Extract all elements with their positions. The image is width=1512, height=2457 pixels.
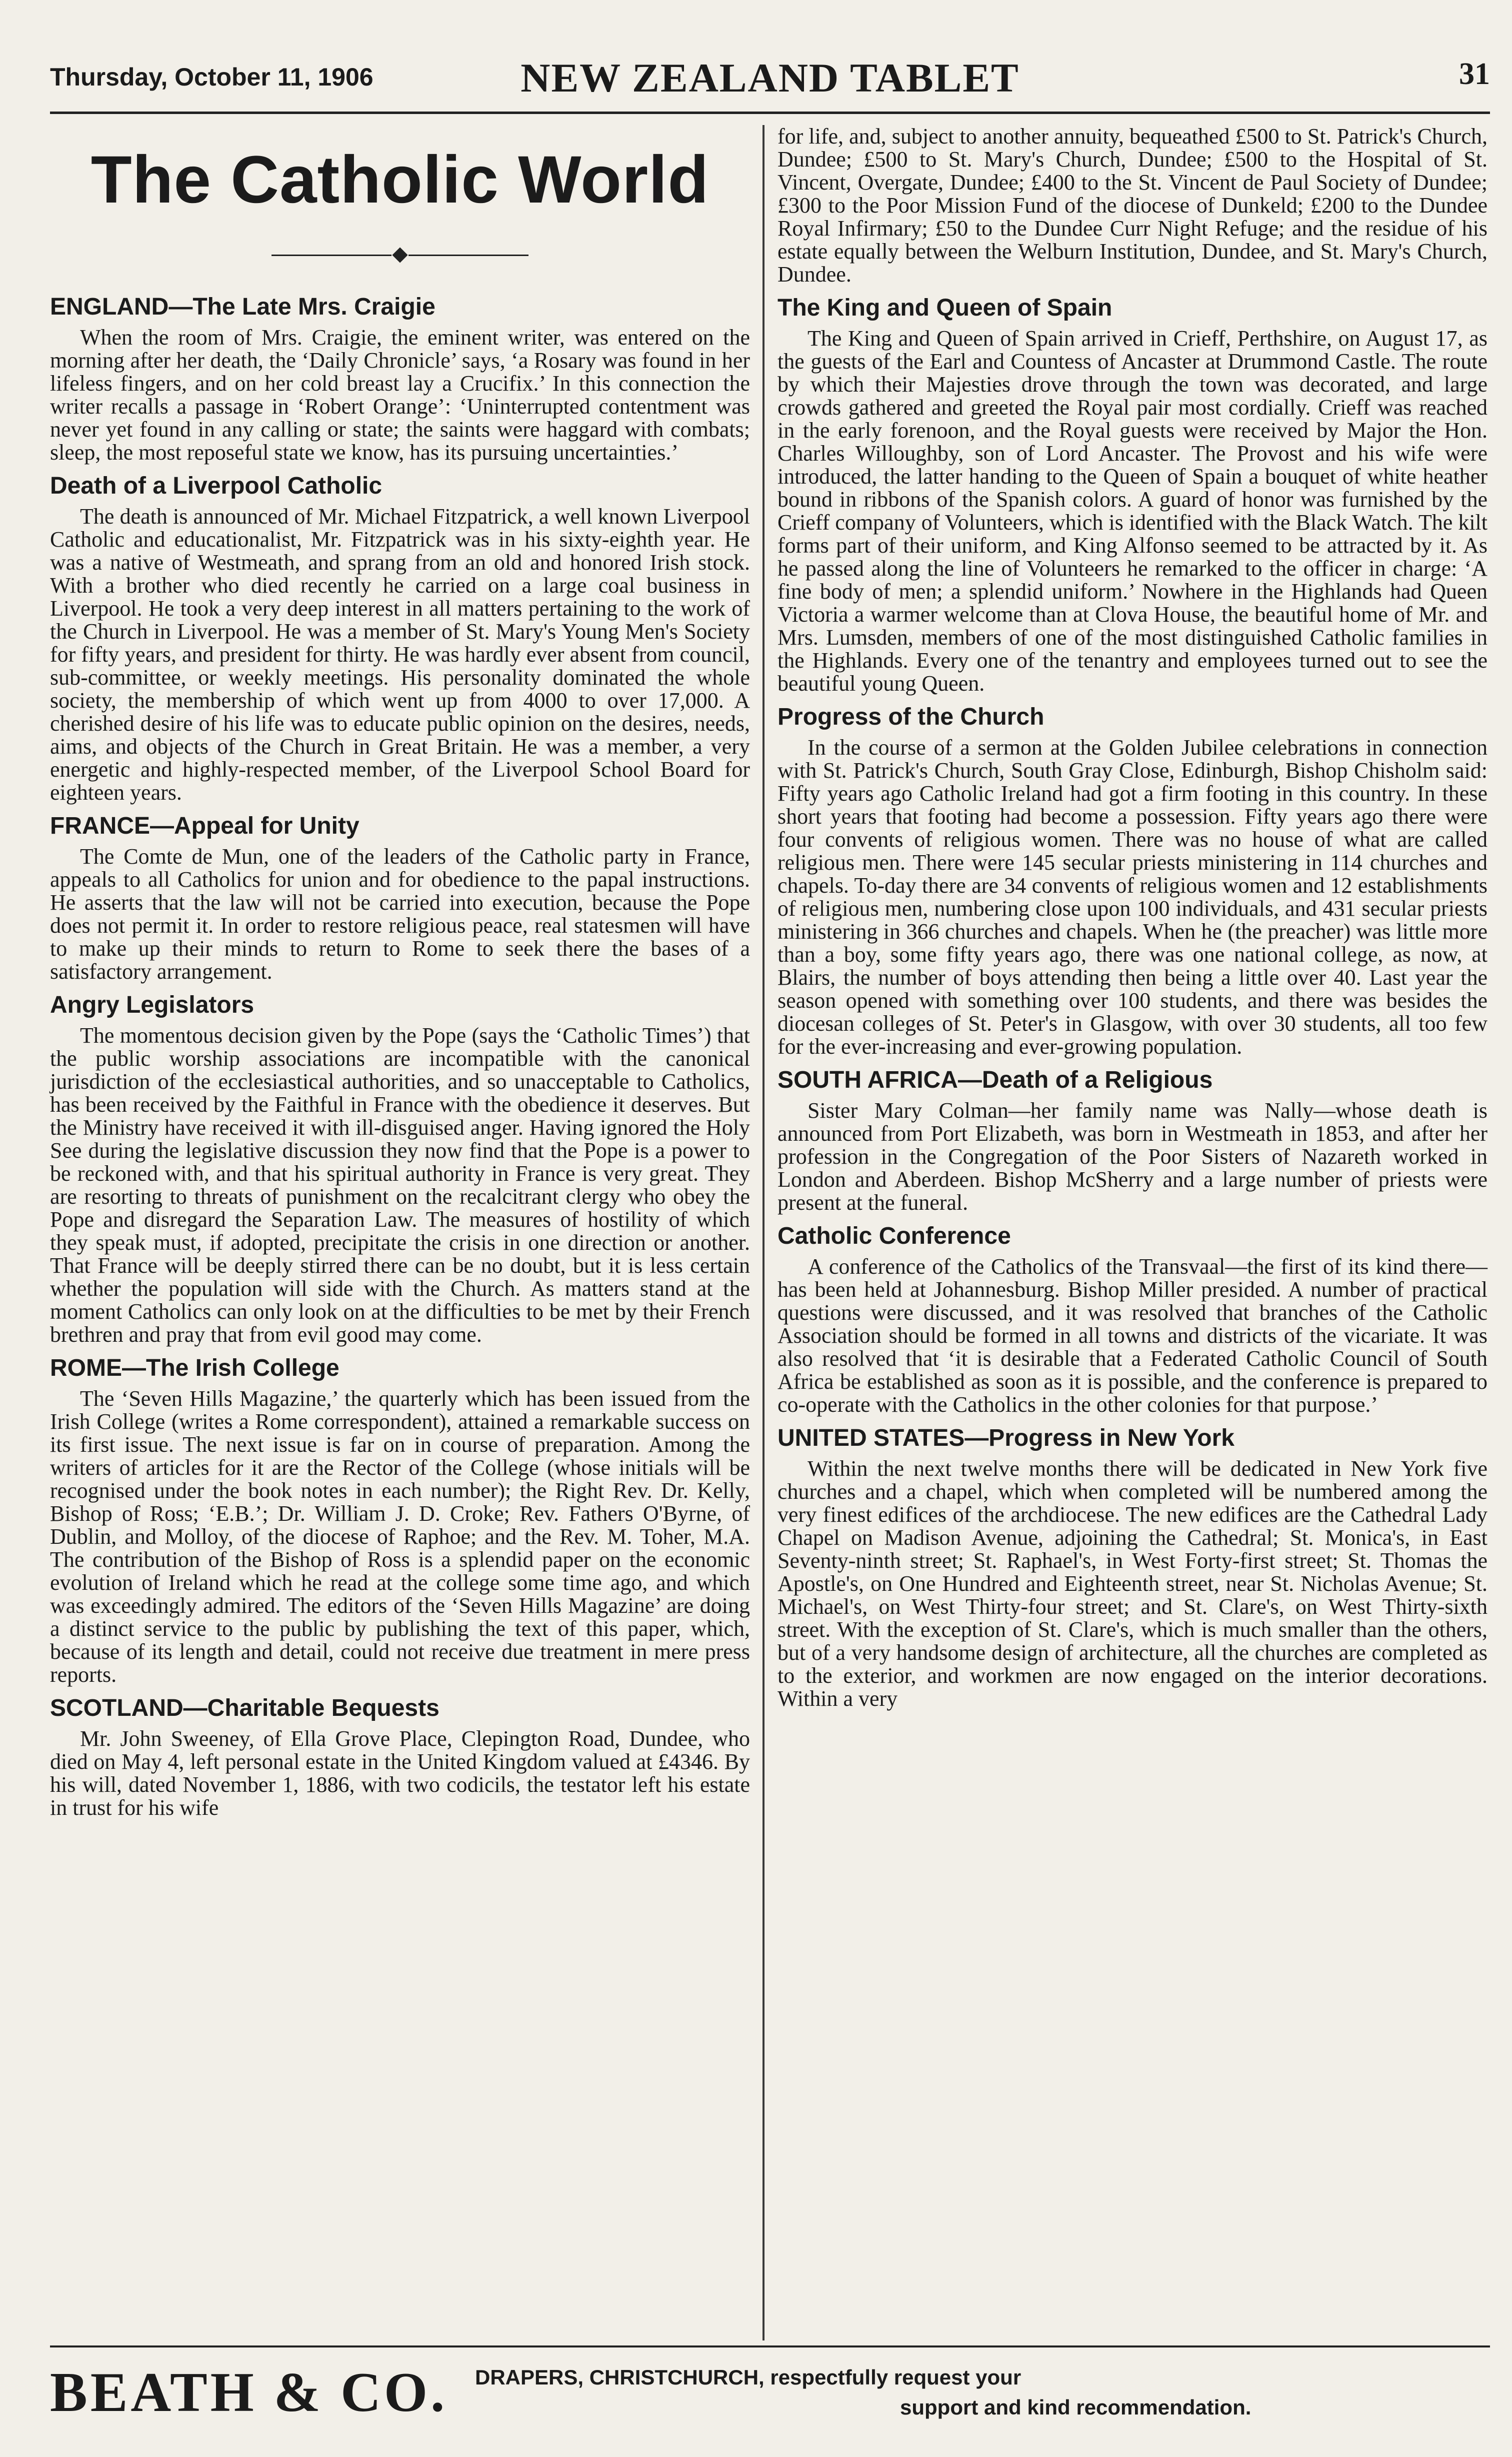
- article-heading-new-york: UNITED STATES—Progress in New York: [778, 1425, 1234, 1451]
- article-heading-spain: The King and Queen of Spain: [778, 295, 1112, 321]
- article-body-rome: The ‘Seven Hills Magazine,’ the quarterly which has been issued from the Irish College (writes a Rome correspondent), attained a remarkable success on its first issue. The next issue is far on in course of preparation. Among the writers of articles for it are the Rector of the College (whose initials will be recognised under the book notes in each number); the Right Rev. Dr. Kelly, Bishop of Ross; ‘E.B.’; Dr. William J. D. Croke; Rev. Fathers O'Byrne, of Dublin, and Molloy, of the diocese of Raphoe; and the Rev. M. Toher, M.A. The contribution of the Bishop of Ross is a splendid paper on the economic evolution of Ireland which he read at the college some time ago, and which was exceedingly admired. The editors of the ‘Seven Hills Magazine’ are doing a distinct service to the public by publishing the text of this paper, which, because of its length and detail, could not receive due treatment in mere press reports.: [50, 1386, 750, 1687]
- section-title: The Catholic World: [90, 143, 710, 217]
- article-body-south-africa: Sister Mary Colman—her family name was Nally—whose death is announced from Port Elizabeth, was born in Westmeath in 1853, and after her profession in the Congregation of the Poor Sisters of Nazareth worked in London and Aberdeen. Bishop McSherry and a large number of priests were present at the funeral.: [778, 1098, 1488, 1215]
- advertiser-name: BEATH & CO.: [50, 2361, 448, 2423]
- article-body-scotland: Mr. John Sweeney, of Ella Grove Place, Clepington Road, Dundee, who died on May 4, left personal estate in the United Kingdom valued at £4346. By his will, dated November 1, 1886, with two codicils, the testator left his estate in trust for his wife: [50, 1726, 750, 1820]
- article-body-france: The Comte de Mun, one of the leaders of the Catholic party in France, appeals to all Catholics for union and for obedience to the papal instructions. He asserts that the law will not be carried into execution, because the Pope does not permit it. In order to restore religious peace, real statesmen will have to make up their minds to return to Rome to seek there the bases of a satisfactory arrangement.: [50, 844, 750, 984]
- left-column: [50, 125, 750, 2335]
- advert-line-2: support and kind recommendation.: [900, 2395, 1252, 2419]
- article-heading-rome: ROME—The Irish College: [50, 1355, 340, 1381]
- article-heading-france: FRANCE—Appeal for Unity: [50, 813, 360, 839]
- newspaper-title: NEW ZEALAND TABLET: [520, 55, 1020, 101]
- article-heading-conference: Catholic Conference: [778, 1223, 1011, 1249]
- article-continuation: for life, and, subject to another annuity, bequeathed £500 to St. Patrick's Church, Dundee; £500 to St. Mary's Church, Dundee; £500 to the Hospital of St. Vincent, Overgate, Dundee; £400 to the St. Vincent de Paul Society of Dundee; £300 to the Poor Mission Fund of the diocese of Dunkeld; £200 to the Dundee Royal Infirmary; £50 to the Dundee Curr Night Refuge; and the residue of his estate equally between the Welburn Institution, Dundee, and St. Mary's Church, Dundee.: [778, 124, 1488, 287]
- article-body-spain: The King and Queen of Spain arrived in Crieff, Perthshire, on August 17, as the guests of the Earl and Countess of Ancaster at Drummond Castle. The route by which their Majesties drove through the town was decorated, and large crowds gathered and greeted the Royal pair most cordially. Crieff was reached in the early forenoon, and the Royal guests were received by Major the Hon. Charles Willoughby, son of Lord Ancaster. The Provost and his wife were introduced, the latter handing to the Queen of Spain a bouquet of white heather bound in ribbons of the Spanish colors. A guard of honor was furnished by the Crieff company of Volunteers, which is identified with the Black Watch. The kilt forms part of their uniform, and King Alfonso seemed to be attracted by it. As he passed along the line of Volunteers he remarked to the officer in charge: ‘A fine body of men; a splendid uniform.’ Nowhere in the Highlands had Queen Victoria a warmer welcome than at Clova House, the beautiful home of Mr. and Mrs. Lumsden, members of one of the most distinguished Catholic families in the Highlands. Every one of the tenantry and employees turned out to see the beautiful young Queen.: [778, 326, 1488, 696]
- article-heading-england: ENGLAND—The Late Mrs. Craigie: [50, 294, 436, 320]
- footer-rule: [50, 2345, 1490, 2347]
- article-heading-liverpool: Death of a Liverpool Catholic: [50, 473, 382, 499]
- ornament-divider: [50, 225, 750, 285]
- article-heading-scotland: SCOTLAND—Charitable Bequests: [50, 1695, 440, 1721]
- article-body-liverpool: The death is announced of Mr. Michael Fitzpatrick, a well known Liverpool Catholic and educationalist, Mr. Fitzpatrick was in his sixty-eighth year. He was a native of Westmeath, and sprang from an old and honored Irish stock. With a brother who died recently he carried on a large coal business in Liverpool. He took a very deep interest in all matters pertaining to the work of the Church in Liverpool. He was a member of St. Mary's Young Men's Society for fifty years, and president for thirty. He was hardly ever absent from council, sub-committee, or weekly meetings. His personality dominated the whole society, the membership of which went up from 4000 to over 17,000. A cherished desire of his life was to educate public opinion on the desires, needs, aims, and objects of the Church in Great Britain. He was a member, a very energetic and highly-respected member, of the Liverpool School Board for eighteen years.: [50, 504, 750, 805]
- issue-date: Thursday, October 11, 1906: [50, 63, 374, 91]
- page-header: [50, 53, 1490, 118]
- article-heading-south-africa: SOUTH AFRICA—Death of a Religious: [778, 1067, 1213, 1093]
- article-body-new-york: Within the next twelve months there will be dedicated in New York five churches and a chapel, which when completed will be numbered among the very finest edifices of the archdiocese. The new edifices are the Cathedral Lady Chapel on Madison Avenue, adjoining the Cathedral; St. Monica's, in East Seventy-ninth street; St. Raphael's, in West Forty-first street; St. Thomas the Apostle's, on One Hundred and Eighteenth street, near St. Nicholas Avenue; St. Michael's, on West Thirty-four street; and St. Clare's, on West Thirty-sixth street. With the exception of St. Clare's, which is much smaller than the others, but of a very handsome design of architecture, all the churches are completed as to the exterior, and workmen are now engaged on the interior decorations. Within a very: [778, 1456, 1488, 1711]
- column-divider: [762, 125, 764, 2340]
- article-heading-legislators: Angry Legislators: [50, 992, 254, 1018]
- article-heading-progress: Progress of the Church: [778, 704, 1044, 730]
- diamond-icon: [392, 247, 408, 263]
- right-column: [778, 125, 1488, 2335]
- article-body-england: When the room of Mrs. Craigie, the eminent writer, was entered on the morning after her death, the ‘Daily Chronicle’ says, ‘a Rosary was found in her lifeless fingers, and on her cold breast lay a Crucifix.’ In this connection the writer recalls a passage in ‘Robert Orange’: ‘Uninterrupted contentment was never yet found in any calling or state; the saints were haggard with combats; sleep, the most reposeful state we know, has its pursuing uncertainties.’: [50, 325, 750, 465]
- page-number: 31: [1459, 57, 1490, 91]
- article-body-progress: In the course of a sermon at the Golden Jubilee celebrations in connection with St. Patrick's Church, South Gray Close, Edinburgh, Bishop Chisholm said: Fifty years ago Catholic Ireland had got a firm footing in this country. In these short years that footing had become a possession. Fifty years ago there were four convents of religious women. There was no house of what are called religious men. There were 145 secular priests ministering in 114 churches and chapels. To-day there are 34 convents of religious women and 12 establishments of religious men, numbering close upon 100 individuals, and 431 secular priests ministering in 366 churches and chapels. When he (the preacher) was little more than a boy, some fifty years ago, there was one national college, as now, at Blairs, the number of boys attending then being a little over 40. Last year the season opened with something over 100 students, and there was besides the diocesan colleges of St. Peter's in Glasgow, with over 30 students, all too few for the ever-increasing and ever-growing population.: [778, 735, 1488, 1059]
- article-body-conference: A conference of the Catholics of the Transvaal—the first of its kind there—has been held at Johannesburg. Bishop Miller presided. A number of practical questions were discussed, and it was resolved that branches of the Catholic Association should be formed in all towns and districts of the vicariate. It was also resolved that ‘it is desirable that a Federated Catholic Council of South Africa be established as soon as it is possible, and the conference is prepared to co-operate with the Catholics in the other colonies for that purpose.’: [778, 1254, 1488, 1417]
- article-body-legislators: The momentous decision given by the Pope (says the ‘Catholic Times’) that the public worship associations are incompatible with the canonical jurisdiction of the ecclesiastical authorities, and so unacceptable to Catholics, has been received by the Faithful in France with the obedience it deserves. But the Ministry have received it with ill-disguised anger. Having ignored the Holy See during the legislative discussion they now find that the Pope is a power to be reckoned with, and that his spiritual authority in France is very great. They are resorting to threats of punishment on the recalcitrant clergy who obey the Pope and disregard the Separation Law. The measures of hostility of which they speak must, if adopted, precipitate the crisis in one direction or another. That France will be deeply stirred there can be no doubt, but it is less certain whether the population will side with the Church. As matters stand at the moment Catholics can only look on at the difficulties to be met by their French brethren and pray that from evil good may come.: [50, 1023, 750, 1347]
- ornament-line: [408, 255, 528, 256]
- advert-line-1: DRAPERS, CHRISTCHURCH, respectfully request your: [475, 2365, 1022, 2389]
- advertisement: [50, 2355, 1490, 2435]
- header-rule: [50, 112, 1490, 114]
- ornament-line: [272, 255, 392, 256]
